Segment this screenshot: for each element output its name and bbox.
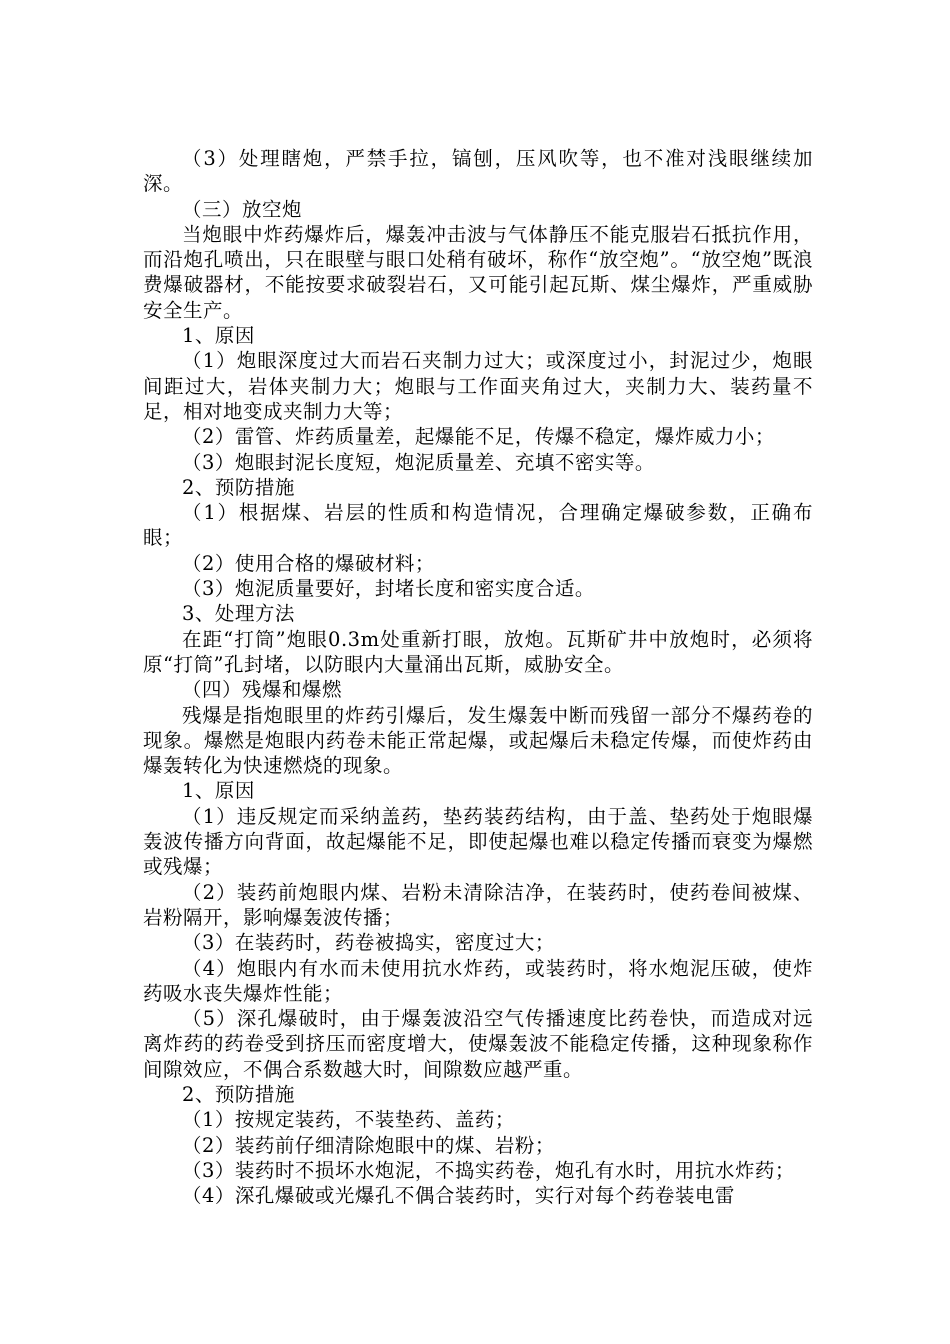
list-item: （3）装药时不损坏水炮泥，不捣实药卷，炮孔有水时，用抗水炸药； — [182, 1158, 795, 1182]
list-item: （1）按规定装药，不装垫药、盖药； — [182, 1108, 515, 1132]
list-item: （2）装药前仔细清除炮眼中的煤、岩粉； — [182, 1133, 555, 1157]
list-item: （1）根据煤、岩层的性质和构造情况，合理确定爆破参数，正确布眼； — [143, 501, 813, 550]
subsection-heading: 1、原因 — [182, 779, 255, 803]
list-item: （1）炮眼深度过大而岩石夹制力过大；或深度过小，封泥过少，炮眼间距过大，岩体夹制力大；炮眼与工作面夹角过大，夹制力大、装药量不足，相对地变成夹制力大等； — [143, 349, 813, 423]
subsection-heading: 1、原因 — [182, 324, 255, 348]
paragraph: 在距“打筒”炮眼0.3m处重新打眼，放炮。瓦斯矿井中放炮时，必须将原“打筒”孔封堵，以防眼内大量涌出瓦斯，威胁安全。 — [143, 627, 813, 676]
subsection-heading: 2、预防措施 — [182, 1082, 295, 1106]
paragraph: 当炮眼中炸药爆炸后，爆轰冲击波与气体静压不能克服岩石抵抗作用，而沿炮孔喷出，只在眼壁与眼口处稍有破坏，称作“放空炮”。“放空炮”既浪费爆破器材，不能按要求破裂岩石，又可能引起瓦斯、煤尘爆炸，严重威胁安全生产。 — [143, 222, 813, 322]
list-item: （2）使用合格的爆破材料； — [182, 551, 435, 575]
list-item: （3）在装药时，药卷被捣实，密度过大； — [182, 931, 555, 955]
list-item: （3）炮泥质量要好，封堵长度和密实度合适。 — [182, 577, 595, 601]
list-item: （4）深孔爆破或光爆孔不偶合装药时，实行对每个药卷装电雷 — [182, 1184, 735, 1208]
list-item: （3）炮眼封泥长度短，炮泥质量差、充填不密实等。 — [182, 450, 655, 474]
list-item: （1）违反规定而采纳盖药，垫药装药结构，由于盖、垫药处于炮眼爆轰波传播方向背面，故起爆能不足，即使起爆也难以稳定传播而衰变为爆燃或残爆； — [143, 804, 813, 879]
paragraph: （3）处理瞎炮，严禁手拉，镐刨，压风吹等，也不准对浅眼继续加深。 — [143, 147, 813, 196]
list-item: （5）深孔爆破时，由于爆轰波沿空气传播速度比药卷快，而造成对远离炸药的药卷受到挤压而密度增大，使爆轰波不能稳定传播，这种现象称作间隙效应，不偶合系数越大时，间隙数应越严重。 — [143, 1007, 813, 1081]
section-heading: （三）放空炮 — [182, 197, 303, 221]
document-body — [143, 146, 813, 1208]
list-item: （2）装药前炮眼内煤、岩粉未清除洁净，在装药时，使药卷间被煤、岩粉隔开，影响爆轰波传播； — [143, 880, 813, 929]
subsection-heading: 2、预防措施 — [182, 475, 295, 499]
section-heading: （四）残爆和爆燃 — [182, 678, 343, 702]
list-item: （2）雷管、炸药质量差，起爆能不足，传爆不稳定，爆炸威力小； — [182, 425, 775, 449]
subsection-heading: 3、处理方法 — [182, 602, 295, 626]
paragraph: 残爆是指炮眼里的炸药引爆后，发生爆轰中断而残留一部分不爆药卷的现象。爆燃是炮眼内药卷未能正常起爆，或起爆后未稳定传爆，而使炸药由爆轰转化为快速燃烧的现象。 — [143, 703, 813, 778]
list-item: （4）炮眼内有水而未使用抗水炸药，或装药时，将水炮泥压破，使炸药吸水丧失爆炸性能； — [143, 956, 813, 1005]
